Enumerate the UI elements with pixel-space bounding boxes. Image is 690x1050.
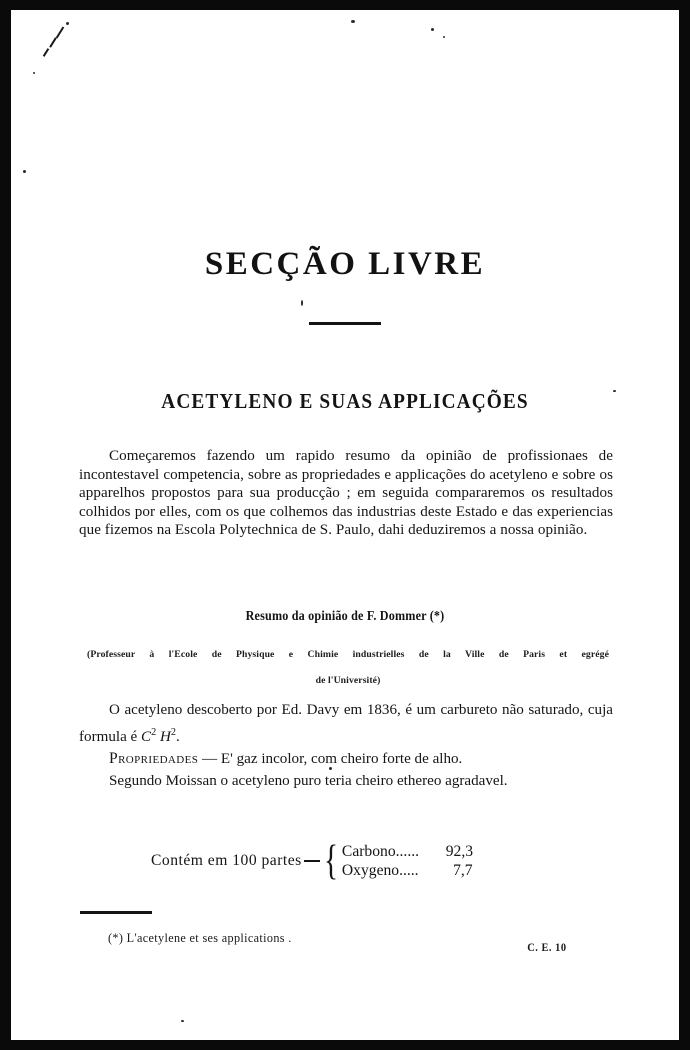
paragraph-odour: Segundo Moissan o acetyleno puro teria cheiro ethereo agradavel.: [109, 772, 508, 789]
attribution-heading: Resumo da opinião de F. Dommer (*): [245, 608, 445, 623]
table-row: [342, 861, 473, 880]
scan-artifact-speck: [33, 72, 35, 74]
document-page: [11, 10, 679, 1040]
page-signature-mark: C. E. 10: [527, 942, 567, 954]
properties-text: — E' gaz incolor, com cheiro forte de alho.: [198, 751, 463, 768]
scan-artifact-speck: [301, 300, 303, 306]
footnote-divider-rule: [80, 911, 152, 914]
formula-element-hydrogen: H: [160, 728, 171, 745]
scan-artifact-speck: [431, 28, 434, 31]
composition-component-name: Oxygeno.....: [341, 862, 419, 879]
intro-paragraph-block: [79, 447, 613, 540]
scan-artifact-streak: [43, 48, 49, 57]
paragraph-properties: [79, 748, 613, 771]
credentials-line-1: (Professeur à l'Ecole de Physique e Chimie industrielles de la Ville de Paris et egrégé: [87, 649, 609, 660]
credentials-note: [87, 648, 609, 687]
scan-artifact-streak: [56, 26, 65, 38]
scan-artifact-streak: [49, 37, 57, 47]
scan-artifact-speck: [443, 36, 445, 38]
page-title: SECÇÃO LIVRE: [204, 246, 486, 283]
scan-artifact-speck: [66, 22, 69, 25]
scan-artifact-speck: [181, 1020, 184, 1022]
discovery-tail-text: .: [176, 728, 180, 745]
composition-dash-icon: [304, 860, 320, 862]
title-divider-rule: [309, 322, 381, 325]
scan-artifact-speck: [23, 170, 26, 173]
footnote-text: (*) L'acetylene et ses applications .: [108, 931, 292, 945]
composition-table: Contém em 100 partes { Carbono...... 92,3 Oxygeno..... 7,7: [151, 838, 474, 884]
body-paragraphs-block: [79, 700, 613, 792]
composition-component-value: 92,3: [445, 843, 474, 860]
composition-component-name: Carbono......: [341, 843, 420, 860]
table-row: [342, 842, 473, 861]
composition-component-value: 7,7: [453, 862, 473, 879]
paragraph-discovery: [79, 700, 613, 748]
composition-rows: [342, 842, 473, 880]
formula-superscript-carbon: 2: [151, 726, 157, 738]
formula-superscript-hydrogen: 2: [170, 726, 177, 738]
intro-paragraph: Começaremos fazendo um rapido resumo da opinião de profissionaes de incontestavel competencia, sobre as propriedades e applicações do acetyleno e sobre os apparelhos propostos para sua producção ; em seguida compararemos os resultados colhidos por elles, com os que colhemos das industrias deste Estado e das experiencias que fizemos na Escola Polytechnica de S. Paulo, dahi deduziremos a nossa opinião.: [79, 448, 613, 539]
chemical-formula: [141, 726, 177, 745]
formula-element-carbon: C: [141, 728, 152, 745]
credentials-line-2: de l'Université): [315, 675, 381, 686]
properties-label: Propriedades: [109, 750, 199, 768]
discovery-lead-text: O acetyleno descoberto por Ed. Davy em 1836, é um carbureto não saturado, cuja formula é: [79, 702, 613, 745]
composition-label: Contém em 100 partes: [151, 852, 302, 869]
scan-artifact-speck: [351, 20, 355, 23]
section-title: ACETYLENO E SUAS APPLICAÇÕES: [161, 389, 529, 414]
